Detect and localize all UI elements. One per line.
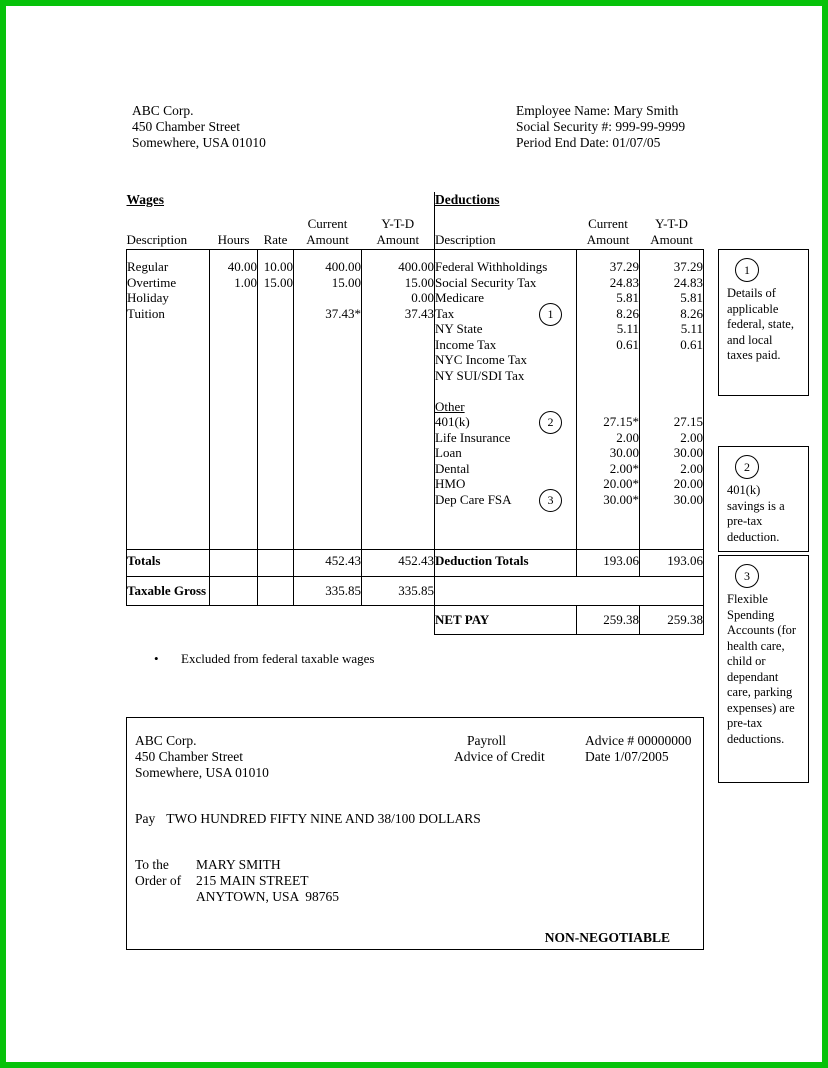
spacer-cell [210, 549, 258, 576]
note-1-number-circle: 1 [735, 258, 759, 282]
wage-current-amount-cell [294, 383, 362, 399]
note-1-text: Details of applicable federal, state, and local taxes paid. [727, 286, 794, 362]
rate-header: Rate [258, 232, 294, 249]
wage-rate-cell [258, 430, 294, 446]
paystub-row [127, 337, 704, 353]
payee-street: 215 MAIN STREET [196, 873, 309, 889]
deduction-current-amount-cell: 37.29 [577, 259, 640, 275]
wage-current-amount-cell [294, 461, 362, 477]
wage-ytd-amount-cell: 0.00 [362, 290, 435, 306]
deduction-description-text: NYC Income Tax [435, 352, 527, 367]
deduction-description-text: Loan [435, 445, 462, 460]
paystub-body [127, 259, 704, 507]
deduction-ytd-amount-cell [640, 368, 704, 384]
wage-hours-cell [210, 492, 258, 508]
totals-row [127, 549, 704, 576]
paystub-row [127, 492, 704, 508]
deduction-ytd-amount-cell: 30.00 [640, 492, 704, 508]
wage-hours-cell [210, 321, 258, 337]
wage-rate-cell [258, 476, 294, 492]
spacer-cell [210, 249, 258, 259]
spacer-cell [258, 249, 294, 259]
deduction-totals-ytd: 193.06 [640, 549, 704, 576]
wage-rate-cell: 15.00 [258, 275, 294, 291]
wage-description-cell [127, 337, 210, 353]
deductions-ytd-amount-header: Amount [640, 232, 704, 249]
wage-description-cell [127, 414, 210, 430]
paystub-row [127, 352, 704, 368]
deduction-description-text: Social Security Tax [435, 274, 537, 290]
note-box-3 [718, 555, 809, 783]
deduction-description-text: NY SUI/SDI Tax [435, 367, 525, 383]
wage-ytd-amount-cell: 400.00 [362, 259, 435, 275]
paystub-row [127, 461, 704, 477]
period-end-date: Period End Date: 01/07/05 [516, 135, 661, 151]
paystub-row [127, 399, 704, 415]
deduction-description-cell [435, 306, 577, 322]
deduction-description-cell [435, 259, 577, 275]
wage-rate-cell [258, 461, 294, 477]
wage-ytd-amount-cell [362, 430, 435, 446]
deduction-ytd-amount-cell [640, 399, 704, 415]
wage-rate-cell [258, 492, 294, 508]
wage-ytd-amount-cell [362, 383, 435, 399]
spacer-cell [294, 249, 362, 259]
wage-hours-cell [210, 290, 258, 306]
wage-ytd-amount-cell [362, 461, 435, 477]
deductions-current-amount-header: Amount [577, 232, 640, 249]
deduction-current-amount-cell: 8.26 [577, 306, 640, 322]
note-box-1 [718, 249, 809, 396]
wage-ytd-amount-cell: 15.00 [362, 275, 435, 291]
note-3-text: Flexible Spending Accounts (for health care, child or dependant care, parking expenses) are pre-tax deductions. [727, 592, 797, 746]
deduction-description-cell [435, 275, 577, 291]
spacer-cell [435, 249, 577, 259]
wage-ytd-amount-cell: 37.43 [362, 306, 435, 322]
spacer-cell [577, 249, 640, 259]
asterisk-footnote [154, 651, 374, 667]
payee-name: MARY SMITH [196, 857, 281, 872]
deduction-current-amount-cell: 5.11 [577, 321, 640, 337]
wage-ytd-amount-cell [362, 352, 435, 368]
deduction-description-text: Tax [435, 305, 455, 321]
wage-ytd-amount-cell [362, 321, 435, 337]
advice-of-credit-box [126, 717, 704, 950]
wage-hours-cell [210, 368, 258, 384]
paystub-table [126, 192, 704, 635]
spacer-cell [258, 549, 294, 576]
wage-totals-current: 452.43 [294, 549, 362, 576]
deduction-totals-label: Deduction Totals [435, 549, 577, 576]
wage-ytd-amount-cell [362, 368, 435, 384]
wage-current-amount-cell [294, 352, 362, 368]
taxable-gross-label: Taxable Gross [127, 576, 210, 605]
deductions-description-header: Description [435, 232, 577, 249]
bullet-icon: • [154, 651, 159, 666]
deduction-description-text: Dental [435, 460, 470, 476]
deduction-ytd-amount-cell: 24.83 [640, 275, 704, 291]
deduction-totals-current: 193.06 [577, 549, 640, 576]
company-city: Somewhere, USA 01010 [132, 135, 266, 151]
advice-number-block [585, 733, 691, 765]
deduction-ytd-amount-cell: 0.61 [640, 337, 704, 353]
wage-rate-cell [258, 383, 294, 399]
wages-section-title: Wages [126, 192, 165, 207]
wage-hours-cell [210, 352, 258, 368]
spacer-cell [258, 576, 294, 605]
wages-current-header: Current [307, 216, 348, 231]
deduction-current-amount-cell [577, 399, 640, 415]
spacer-cell [127, 507, 210, 549]
wage-current-amount-cell [294, 321, 362, 337]
wage-current-amount-cell: 400.00 [294, 259, 362, 275]
deduction-ytd-amount-cell: 30.00 [640, 445, 704, 461]
check-company-city: Somewhere, USA 01010 [135, 765, 269, 781]
paystub-row [127, 306, 704, 322]
wage-current-amount-cell [294, 492, 362, 508]
wage-rate-cell [258, 445, 294, 461]
deduction-description-text: Dep Care FSA [435, 491, 512, 507]
deduction-current-amount-cell: 30.00* [577, 492, 640, 508]
check-company-name: ABC Corp. [135, 733, 197, 748]
wage-rate-cell [258, 352, 294, 368]
deduction-current-amount-cell: 27.15* [577, 414, 640, 430]
spacer-cell [258, 507, 294, 549]
deduction-ytd-amount-cell [640, 383, 704, 399]
wage-description-cell: Holiday [127, 290, 210, 306]
wage-ytd-amount-cell [362, 445, 435, 461]
net-pay-label: NET PAY [435, 605, 577, 634]
wage-totals-ytd: 452.43 [362, 549, 435, 576]
wage-ytd-amount-cell [362, 492, 435, 508]
paystub-row [127, 414, 704, 430]
taxable-gross-current: 335.85 [294, 576, 362, 605]
taxable-gross-row [127, 576, 704, 605]
deduction-description-text: Medicare [435, 290, 485, 305]
deduction-current-amount-cell: 5.81 [577, 290, 640, 306]
callout-number-circle: 2 [539, 411, 562, 434]
deduction-ytd-amount-cell: 8.26 [640, 306, 704, 322]
deduction-ytd-amount-cell: 20.00 [640, 476, 704, 492]
wage-current-amount-cell [294, 414, 362, 430]
deduction-ytd-amount-cell [640, 352, 704, 368]
spacer-cell [362, 507, 435, 549]
paystub-row [127, 290, 704, 306]
deduction-description-text: NY State [435, 321, 483, 336]
wage-hours-cell [210, 445, 258, 461]
wage-hours-cell [210, 306, 258, 322]
spacer-cell [435, 216, 577, 232]
paystub-row [127, 321, 704, 337]
wage-hours-cell: 40.00 [210, 259, 258, 275]
wage-current-amount-cell [294, 430, 362, 446]
wages-description-header: Description [127, 232, 210, 249]
deduction-description-text: Other [435, 398, 465, 414]
paystub-row [127, 368, 704, 384]
paystub-row [127, 430, 704, 446]
to-the-label: To the [135, 857, 169, 872]
spacer-cell [640, 249, 704, 259]
deduction-current-amount-cell: 20.00* [577, 476, 640, 492]
employee-info-block [516, 103, 685, 152]
deduction-description-cell [435, 352, 577, 368]
deduction-current-amount-cell [577, 352, 640, 368]
wages-ytd-header: Y-T-D [381, 216, 415, 231]
spacer-cell [435, 576, 577, 605]
note-3-number-circle: 3 [735, 564, 759, 588]
check-type-block [454, 733, 545, 765]
deduction-current-amount-cell [577, 368, 640, 384]
check-company-address [135, 733, 269, 782]
wage-hours-cell [210, 414, 258, 430]
wage-rate-cell [258, 321, 294, 337]
deduction-current-amount-cell: 2.00* [577, 461, 640, 477]
wage-hours-cell [210, 337, 258, 353]
wage-description-cell: Tuition [127, 306, 210, 322]
company-address-block [132, 103, 266, 152]
non-negotiable-label: NON-NEGOTIABLE [544, 929, 670, 945]
check-company-street: 450 Chamber Street [135, 749, 243, 765]
footnote-text: Excluded from federal taxable wages [181, 651, 375, 666]
deduction-description-text: HMO [435, 476, 466, 491]
wages-title-cell [127, 192, 435, 216]
paystub-row [127, 476, 704, 492]
deduction-ytd-amount-cell: 2.00 [640, 430, 704, 446]
spacer-cell [435, 507, 577, 549]
paystub-row [127, 275, 704, 291]
deduction-current-amount-cell: 30.00 [577, 445, 640, 461]
deduction-description-cell [435, 414, 577, 430]
wage-description-cell [127, 476, 210, 492]
paystub-row [127, 445, 704, 461]
wage-current-amount-cell: 15.00 [294, 275, 362, 291]
spacer-cell [258, 605, 294, 634]
deductions-section-title: Deductions [435, 192, 500, 207]
paystub-row [127, 383, 704, 399]
pay-to-labels [135, 857, 181, 889]
pay-amount-line [135, 811, 481, 827]
wage-hours-cell [210, 430, 258, 446]
deduction-description-text: Federal Withholdings [435, 259, 548, 274]
deduction-description-cell [435, 368, 577, 384]
wage-ytd-amount-cell [362, 414, 435, 430]
wage-rate-cell [258, 337, 294, 353]
callout-number-circle: 1 [539, 303, 562, 326]
wage-rate-cell [258, 290, 294, 306]
payee-address-block [196, 857, 339, 906]
wage-current-amount-cell [294, 337, 362, 353]
wage-description-cell [127, 383, 210, 399]
wage-current-amount-cell [294, 290, 362, 306]
wages-ytd-amount-header: Amount [362, 232, 435, 249]
amount-in-words: TWO HUNDRED FIFTY NINE AND 38/100 DOLLARS [166, 811, 481, 826]
wage-description-cell [127, 492, 210, 508]
wage-description-cell [127, 368, 210, 384]
wage-description-cell [127, 445, 210, 461]
advice-date: Date 1/07/2005 [585, 749, 669, 765]
spacer-cell [362, 249, 435, 259]
deduction-ytd-amount-cell: 2.00 [640, 461, 704, 477]
deduction-description-text: 401(k) [435, 414, 470, 429]
company-street: 450 Chamber Street [132, 119, 240, 135]
deduction-current-amount-cell: 2.00 [577, 430, 640, 446]
spacer-row [127, 249, 704, 259]
spacer-cell [577, 507, 640, 549]
deduction-ytd-amount-cell: 5.81 [640, 290, 704, 306]
spacer-cell [294, 605, 362, 634]
wage-current-amount-cell [294, 368, 362, 384]
deduction-description-cell [435, 445, 577, 461]
deduction-description-cell [435, 461, 577, 477]
wage-hours-cell: 1.00 [210, 275, 258, 291]
deduction-description-text: Income Tax [435, 336, 497, 352]
deduction-ytd-amount-cell: 37.29 [640, 259, 704, 275]
payee-city: ANYTOWN, USA 98765 [196, 889, 340, 905]
employee-ssn: Social Security #: 999-99-9999 [516, 119, 686, 135]
wage-description-cell: Regular [127, 259, 210, 275]
payroll-label: Payroll [467, 733, 506, 748]
wage-rate-cell [258, 306, 294, 322]
wage-rate-cell: 10.00 [258, 259, 294, 275]
hours-header: Hours [210, 232, 258, 249]
deduction-ytd-amount-cell: 5.11 [640, 321, 704, 337]
wage-hours-cell [210, 399, 258, 415]
advice-of-credit-label: Advice of Credit [454, 749, 545, 765]
taxable-gross-ytd: 335.85 [362, 576, 435, 605]
deduction-current-amount-cell: 0.61 [577, 337, 640, 353]
wage-current-amount-cell [294, 399, 362, 415]
spacer-cell [577, 576, 640, 605]
wage-current-amount-cell [294, 476, 362, 492]
wage-description-cell [127, 399, 210, 415]
net-pay-current: 259.38 [577, 605, 640, 634]
deduction-description-cell [435, 492, 577, 508]
spacer-cell [362, 605, 435, 634]
column-header-row-2 [127, 232, 704, 249]
order-of-label: Order of [135, 873, 182, 889]
pay-label: Pay [135, 811, 156, 826]
deduction-description-text: Life Insurance [435, 429, 511, 445]
wage-ytd-amount-cell [362, 476, 435, 492]
wages-current-amount-header: Amount [294, 232, 362, 249]
deduction-description-cell [435, 337, 577, 353]
wage-rate-cell [258, 368, 294, 384]
deduction-current-amount-cell: 24.83 [577, 275, 640, 291]
section-title-row [127, 192, 704, 216]
wage-description-cell [127, 461, 210, 477]
deductions-ytd-header: Y-T-D [655, 216, 688, 231]
wage-hours-cell [210, 383, 258, 399]
deduction-description-cell [435, 383, 577, 399]
deductions-current-header: Current [588, 216, 628, 231]
wage-description-cell [127, 352, 210, 368]
net-pay-row [127, 605, 704, 634]
net-pay-ytd: 259.38 [640, 605, 704, 634]
wage-current-amount-cell [294, 445, 362, 461]
spacer-cell [210, 576, 258, 605]
wage-totals-label: Totals [127, 549, 210, 576]
wage-description-cell: Overtime [127, 275, 210, 291]
spacer-row [127, 507, 704, 549]
spacer-cell [127, 249, 210, 259]
wage-rate-cell [258, 414, 294, 430]
spacer-cell [210, 605, 258, 634]
spacer-cell [640, 507, 704, 549]
company-name: ABC Corp. [132, 103, 194, 118]
wage-description-cell [127, 321, 210, 337]
spacer-cell [640, 576, 704, 605]
wage-ytd-amount-cell [362, 399, 435, 415]
note-2-text: 401(k) savings is a pre-tax deduction. [727, 483, 785, 544]
spacer-cell [127, 216, 294, 232]
employee-name: Employee Name: Mary Smith [516, 103, 679, 118]
wage-description-cell [127, 430, 210, 446]
deduction-current-amount-cell [577, 383, 640, 399]
advice-number: Advice # 00000000 [585, 733, 692, 748]
deduction-ytd-amount-cell: 27.15 [640, 414, 704, 430]
paystub-row [127, 259, 704, 275]
wage-hours-cell [210, 476, 258, 492]
note-box-2 [718, 446, 809, 552]
spacer-cell [294, 507, 362, 549]
wage-ytd-amount-cell [362, 337, 435, 353]
spacer-cell [210, 507, 258, 549]
callout-number-circle: 3 [539, 489, 562, 512]
wage-current-amount-cell: 37.43* [294, 306, 362, 322]
spacer-cell [127, 605, 210, 634]
note-2-number-circle: 2 [735, 455, 759, 479]
deductions-title-cell [435, 192, 704, 216]
wage-rate-cell [258, 399, 294, 415]
column-header-row-1 [127, 216, 704, 232]
wage-hours-cell [210, 461, 258, 477]
